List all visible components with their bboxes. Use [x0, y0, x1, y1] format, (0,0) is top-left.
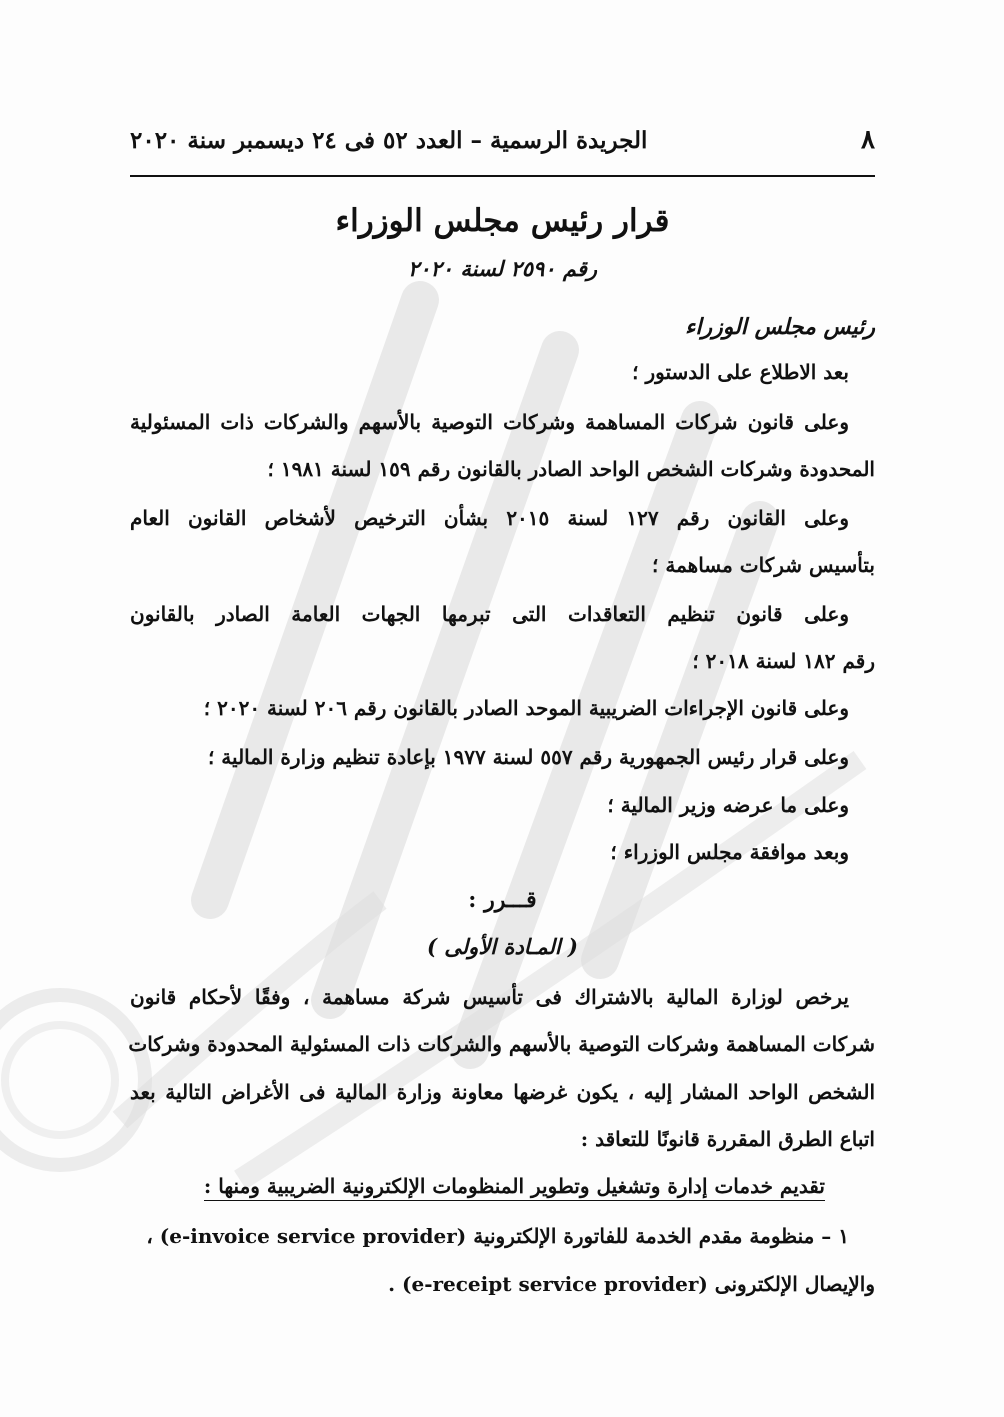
preamble-line: وعلى قانون الإجراءات الضريبية الموحد الصادر بالقانون رقم ٢٠٦ لسنة ٢٠٢٠ ؛	[203, 696, 849, 720]
gazette-line: الجريدة الرسمية – العدد ٥٢ فى ٢٤ ديسمبر سنة ٢٠٢٠	[130, 127, 648, 154]
preamble-line: وعلى القانون رقم ١٢٧ لسنة ٢٠١٥ بشأن الترخيص لأشخاص القانون العام	[130, 506, 850, 530]
preamble-line: وبعد موافقة مجلس الوزراء ؛	[610, 840, 849, 864]
preamble-line: وعلى ما عرضه وزير المالية ؛	[607, 793, 849, 817]
article-line: اتباع الطرق المقررة قانونًا للتعاقد :	[580, 1127, 875, 1151]
purpose-line	[130, 1172, 875, 1200]
preamble-line: وعلى قانون شركات المساهمة وشركات التوصية بالأسهم والشركات ذات المسئولية	[130, 410, 849, 434]
page-number: ٨	[861, 125, 875, 155]
preamble-line: وعلى قرار رئيس الجمهورية رقم ٥٥٧ لسنة ١٩٧٧ بإعادة تنظيم وزارة المالية ؛	[207, 745, 849, 769]
article-line: شركات المساهمة وشركات التوصية بالأسهم والشركات ذات المسئولية المحدودة وشركات	[128, 1032, 875, 1056]
decree-number: رقم ٢٥٩٠ لسنة ٢٠٢٠	[407, 256, 598, 281]
article-heading: ( المـادة الأولى )	[427, 934, 578, 959]
item-line: ١ – منظومة مقدم الخدمة للفاتورة الإلكترونية (e-invoice service provider) ،	[146, 1224, 849, 1248]
article-line: الشخص الواحد المشار إليه ، يكون غرضها معاونة وزارة المالية فى الأغراض التالية بعد	[130, 1080, 875, 1104]
item-line: والإيصال الإلكترونى (e-receipt service provider) .	[388, 1272, 875, 1296]
header-divider	[130, 175, 875, 177]
preamble-line: المحدودة وشركات الشخص الواحد الصادر بالقانون رقم ١٥٩ لسنة ١٩٨١ ؛	[267, 457, 875, 481]
preamble-line: بتأسيس شركات مساهمة ؛	[652, 553, 875, 577]
article-line: يرخص لوزارة المالية بالاشتراك فى تأسيس شركة مساهمة ، وفقًا لأحكام قانون	[130, 985, 849, 1009]
preamble-line: رقم ١٨٢ لسنة ٢٠١٨ ؛	[692, 649, 875, 673]
decree-title: قرار رئيس مجلس الوزراء	[335, 203, 670, 239]
preamble-line: بعد الاطلاع على الدستور ؛	[632, 360, 849, 384]
page-header	[130, 125, 875, 165]
issuer-heading: رئيس مجلس الوزراء	[685, 314, 875, 340]
purpose-text: تقديم خدمات إدارة وتشغيل وتطوير المنظومات الإلكترونية الضريبية ومنها :	[204, 1174, 825, 1201]
decree-word: قـــرر :	[468, 887, 537, 913]
preamble-line: وعلى قانون تنظيم التعاقدات التى تبرمها الجهات العامة الصادر بالقانون	[130, 602, 849, 626]
